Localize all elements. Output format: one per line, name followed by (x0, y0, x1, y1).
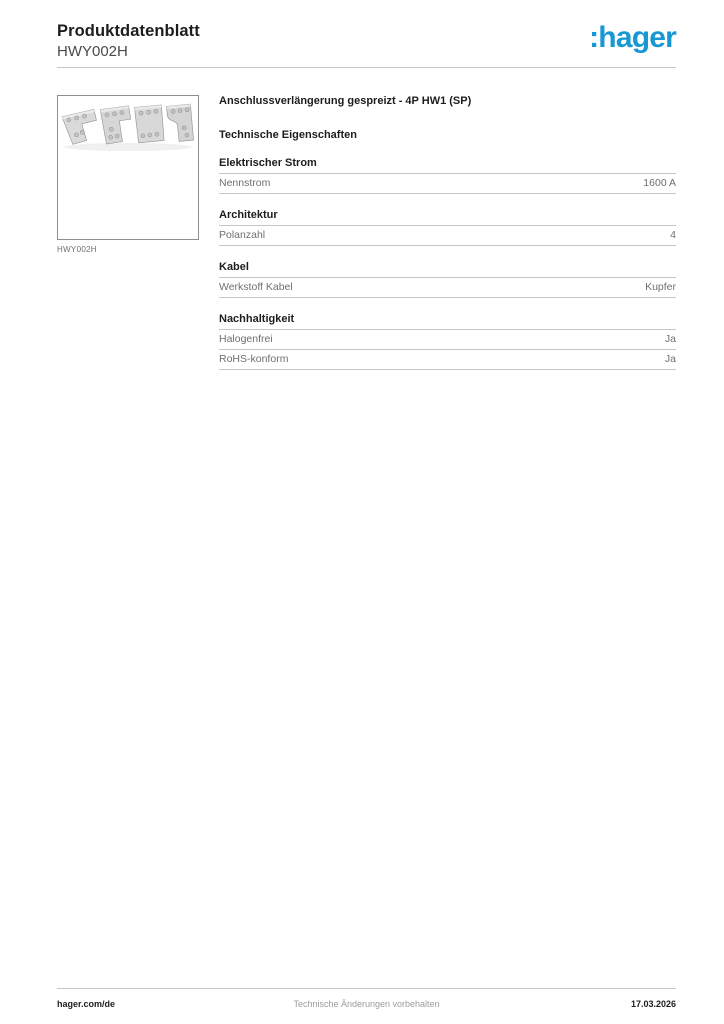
spec-column (219, 95, 676, 370)
spec-row (219, 350, 676, 370)
footer-website: hager.com/de (57, 999, 116, 1009)
spec-row (219, 226, 676, 246)
spec-label: RoHS-konform (219, 353, 289, 365)
hager-logo: :hager (589, 21, 676, 54)
section-title: Kabel (219, 261, 676, 278)
spec-value: Kupfer (645, 281, 676, 293)
spec-label: Werkstoff Kabel (219, 281, 293, 293)
footer (57, 988, 676, 1009)
spec-row (219, 278, 676, 298)
footer-legal-notice: Technische Änderungen vorbehalten (293, 999, 440, 1009)
spec-section-architektur (219, 209, 676, 246)
spec-label: Halogenfrei (219, 333, 273, 345)
header (57, 22, 676, 61)
main-content (57, 95, 676, 370)
spec-section-elektrischer-strom (219, 157, 676, 194)
tech-properties-heading: Technische Eigenschaften (219, 129, 357, 141)
product-reference: HWY002H (57, 43, 128, 60)
product-image-column (57, 95, 199, 370)
product-title: Anschlussverlängerung gespreizt - 4P HW1 (SP) (219, 95, 472, 107)
footer-date: 17.03.2026 (630, 999, 676, 1009)
section-title: Elektrischer Strom (219, 157, 676, 174)
page-title: Produktdatenblatt (57, 22, 200, 40)
product-image-caption: HWY002H (57, 245, 97, 254)
spec-section-kabel (219, 261, 676, 298)
spec-label: Nennstrom (219, 177, 271, 189)
spec-value: Ja (664, 333, 676, 345)
header-divider (57, 67, 676, 68)
section-title: Architektur (219, 209, 676, 226)
spec-section-nachhaltigkeit (219, 313, 676, 370)
spec-row (219, 174, 676, 194)
product-photo (58, 96, 198, 239)
spec-label: Polanzahl (219, 229, 266, 241)
product-image-frame (57, 95, 199, 240)
spec-row (219, 330, 676, 350)
section-title: Nachhaltigkeit (219, 313, 676, 330)
spec-value: 4 (670, 229, 676, 241)
spec-value: 1600 A (643, 177, 676, 189)
spec-value: Ja (664, 353, 676, 365)
